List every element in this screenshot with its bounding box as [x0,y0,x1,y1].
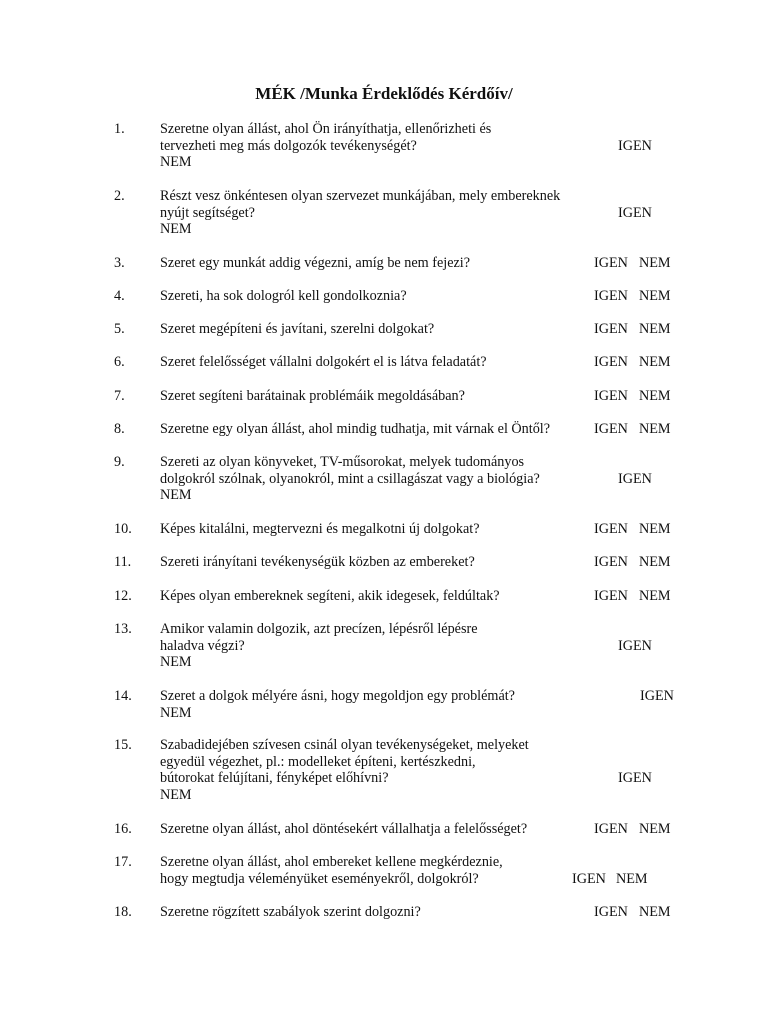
question-number: 5. [114,321,125,337]
answer-no[interactable]: NEM [639,821,671,837]
question-number: 15. [114,737,132,753]
answer-yes[interactable]: IGEN [572,870,606,887]
question-text-line: Szeretne rögzített szabályok szerint dolgozni? [160,904,421,920]
question-text-line: Szereti, ha sok dologról kell gondolkoznia? [160,288,407,304]
answer-yes[interactable]: IGEN [618,137,652,154]
question-text-line: Szeretne olyan állást, ahol döntésekért vállalhatja a felelősséget? [160,821,528,837]
question-number: 7. [114,388,125,404]
question-text-line: nyújt segítséget? [160,204,255,221]
question-text-line: Szeretne olyan állást, ahol embereket kellene megkérdeznie, [160,854,503,870]
answer-yes[interactable]: IGEN [594,388,628,404]
question-text-line: Szabadidejében szívesen csinál olyan tevékenységeket, melyeket [160,737,529,753]
question-number: 4. [114,288,125,304]
question-text-line: Szeret segíteni barátainak problémáik megoldásában? [160,388,465,404]
question-text-line: haladva végzi? [160,637,245,654]
question-text [160,521,760,538]
answer-no[interactable]: NEM [639,388,671,404]
question-number: 6. [114,354,125,370]
answer-no[interactable]: NEM [639,588,671,604]
question-text-line: bútorokat felújítani, fényképet előhívni? [160,770,389,787]
answer-no[interactable]: NEM [639,554,671,570]
question-text-line: Szeret egy munkát addig végezni, amíg be nem fejezi? [160,255,471,271]
question-number: 14. [114,688,132,704]
answer-no[interactable]: NEM [160,787,192,804]
question-text-line: Szeretne egy olyan állást, ahol mindig tudhatja, mit várnak el Öntől? [160,421,551,437]
question-number: 1. [114,121,125,137]
question-text [160,255,760,272]
question-text [160,188,760,238]
answer-no[interactable]: NEM [160,154,192,171]
answer-no[interactable]: NEM [160,704,192,721]
page-title: MÉK /Munka Érdeklődés Kérdőív/ [255,84,513,103]
question-text-line: Szeret a dolgok mélyére ásni, hogy megoldjon egy problémát? [160,688,515,704]
answer-yes[interactable]: IGEN [594,354,628,370]
question-text-line: Amikor valamin dolgozik, azt precízen, lépésről lépésre [160,621,478,637]
answer-no[interactable]: NEM [616,870,648,887]
question-text [160,737,760,804]
question-text [160,621,760,671]
question-text [160,554,760,571]
question-text [160,121,760,171]
answer-yes[interactable]: IGEN [594,821,628,837]
question-text-line: hogy megtudja véleményüket eseményekről, dolgokról? [160,870,479,887]
question-text-line: Részt vesz önkéntesen olyan szervezet munkájában, mely embereknek [160,188,561,204]
question-text [160,421,760,438]
answer-yes[interactable]: IGEN [594,554,628,570]
answer-no[interactable]: NEM [639,288,671,304]
question-number: 12. [114,588,132,604]
question-text [160,388,760,405]
answer-no[interactable]: NEM [639,321,671,337]
question-text [160,288,760,305]
answer-yes[interactable]: IGEN [618,637,652,654]
answer-yes[interactable]: IGEN [618,204,652,221]
answer-no[interactable]: NEM [639,421,671,437]
question-text [160,854,760,887]
question-text [160,821,760,838]
question-number: 10. [114,521,132,537]
answer-no[interactable]: NEM [639,354,671,370]
answer-yes[interactable]: IGEN [594,288,628,304]
question-text-line: dolgokról szólnak, olyanokról, mint a csillagászat vagy a biológia? [160,470,540,487]
answer-no[interactable]: NEM [639,904,671,920]
answer-yes[interactable]: IGEN [594,904,628,920]
question-text [160,588,760,605]
question-number: 17. [114,854,132,870]
question-text-line: Szeret megépíteni és javítani, szerelni dolgokat? [160,321,435,337]
question-number: 18. [114,904,132,920]
answer-yes[interactable]: IGEN [618,770,652,787]
question-number: 9. [114,454,125,470]
question-text-line: Képes kitalálni, megtervezni és megalkotni új dolgokat? [160,521,480,537]
question-text [160,688,760,721]
question-text [160,321,760,338]
answer-yes[interactable]: IGEN [640,688,674,704]
question-text-line: Szeretne olyan állást, ahol Ön irányíthatja, ellenőrizheti és [160,121,492,137]
question-text-line: egyedül végezhet, pl.: modelleket építeni, kertészkedni, [160,753,476,770]
answer-yes[interactable]: IGEN [594,588,628,604]
answer-no[interactable]: NEM [160,487,192,504]
answer-no[interactable]: NEM [639,521,671,537]
question-text [160,354,760,371]
answer-yes[interactable]: IGEN [594,521,628,537]
answer-no[interactable]: NEM [160,654,192,671]
question-text [160,904,760,921]
question-number: 13. [114,621,132,637]
question-text-line: Szeret felelősséget vállalni dolgokért el is látva feladatát? [160,354,487,370]
answer-yes[interactable]: IGEN [594,321,628,337]
question-number: 11. [114,554,132,570]
question-text-line: Képes olyan embereknek segíteni, akik idegesek, feldúltak? [160,588,500,604]
question-number: 8. [114,421,125,437]
question-number: 2. [114,188,125,204]
answer-yes[interactable]: IGEN [594,255,628,271]
question-text-line: tervezheti meg más dolgozók tevékenységét? [160,137,417,154]
question-number: 16. [114,821,132,837]
question-text-line: Szereti az olyan könyveket, TV-műsorokat, melyek tudományos [160,454,525,470]
answer-no[interactable]: NEM [639,255,671,271]
question-text-line: Szereti irányítani tevékenységük közben az embereket? [160,554,475,570]
answer-yes[interactable]: IGEN [594,421,628,437]
question-text [160,454,760,504]
answer-no[interactable]: NEM [160,221,192,238]
question-number: 3. [114,255,125,271]
answer-yes[interactable]: IGEN [618,470,652,487]
